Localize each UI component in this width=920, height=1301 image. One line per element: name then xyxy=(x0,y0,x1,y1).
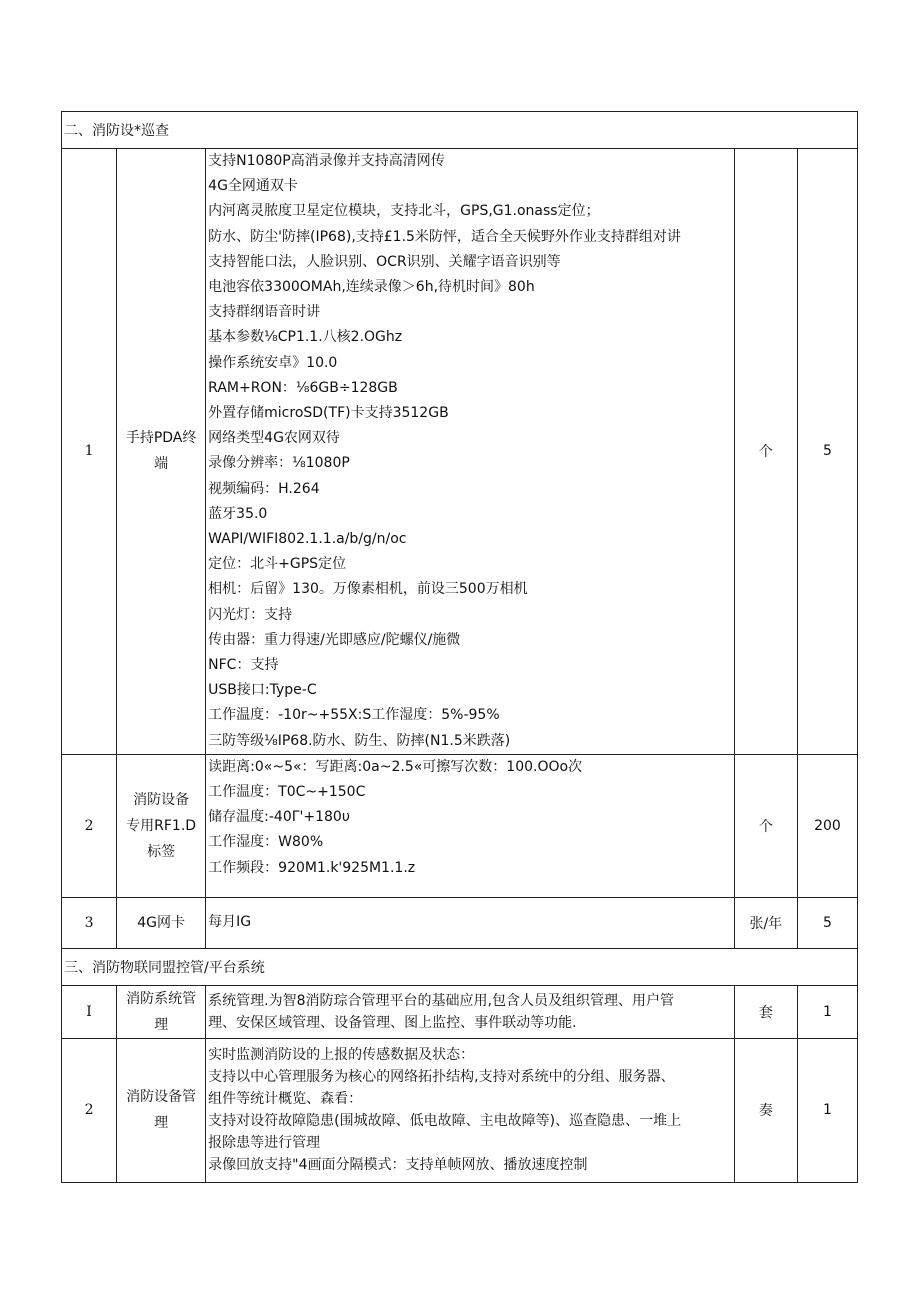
item-unit: 个 xyxy=(734,149,797,755)
spec-line: 实时监测消防设的上报的传感数据及状态： xyxy=(208,1047,475,1064)
spec-line: 网络类型4G农网双待 xyxy=(208,430,340,447)
item-name-line: 4G网卡 xyxy=(137,914,185,931)
spec-line: NFC：支持 xyxy=(208,657,279,674)
spec-line: 支持N1080P高消录像并支持高清网传 xyxy=(208,153,445,169)
item-name-line: 消防设备 xyxy=(133,791,190,808)
section-header-row xyxy=(62,112,858,149)
spec-line: 定位：北斗+GPS定位 xyxy=(208,556,347,573)
item-specs xyxy=(206,149,735,755)
equipment-spec-table xyxy=(61,111,858,1183)
spec-line: 支持群纲语音时讲 xyxy=(208,304,321,321)
spec-line: 报除患等进行管理 xyxy=(208,1135,321,1152)
spec-line: 理、安保区域管理、设备管理、图上监控、事件联动等功能. xyxy=(208,1014,577,1031)
item-unit: 个 xyxy=(734,754,797,897)
item-quantity: 200 xyxy=(797,754,857,897)
item-name-line: 理 xyxy=(154,1016,169,1033)
spec-line: 电池容依3300OMAh,连续录像＞6h,待机时间》80h xyxy=(208,279,535,296)
spec-line: 系统管理.为智8消防琮合管理平台的基础应用,包含人员及组织管理、用户管 xyxy=(208,992,674,1009)
spec-line: 外置存储microSD(TF)卡支持3512GB xyxy=(208,405,449,422)
row-number: I xyxy=(62,985,117,1038)
item-unit: 奏 xyxy=(734,1038,797,1182)
spec-line: 组件等统计概览、森看： xyxy=(208,1091,363,1108)
spec-line: 三防等级⅛IP68.防水、防生、防摔(N1.5米跌落) xyxy=(208,732,511,749)
item-name-line: 消防设备管 xyxy=(126,1089,197,1106)
spec-line: 录像回放支持"4画面分隔模式：支持单帧网放、播放速度控制 xyxy=(208,1157,588,1174)
item-quantity: 5 xyxy=(797,897,857,948)
section-header-row xyxy=(62,948,858,985)
item-name-line: 消防系统管 xyxy=(126,990,197,1007)
item-specs xyxy=(206,1038,735,1182)
item-specs xyxy=(206,754,735,897)
item-unit: 张/年 xyxy=(734,897,797,948)
spec-line: 操作系统安卓》10.0 xyxy=(208,354,338,371)
item-name-line: 端 xyxy=(154,456,169,473)
spec-line: 工作湿度：W80% xyxy=(208,834,324,851)
spec-line: WAPI/WIFI802.1.1.a/b/g/n/oc xyxy=(208,531,407,548)
table-row xyxy=(62,985,858,1038)
spec-line: 内河离灵脓度卫星定位模块，支持北斗，GPS,G1.onass定位； xyxy=(208,203,600,220)
row-number: 3 xyxy=(62,897,117,948)
spec-line: 储存温度:-40Γ'+180υ xyxy=(208,809,350,826)
spec-line: 工作频段：920M1.k'925M1.1.z xyxy=(208,859,416,876)
spec-line: 支持对设符故障隐患(围城故障、低电故障、主电故障等)、巡查隐患、一堆上 xyxy=(208,1113,682,1130)
item-name-line: 手持PDA终 xyxy=(125,430,197,447)
spec-line: 相机：后留》130。万像素相机，前设三500万相机 xyxy=(208,581,528,598)
item-name xyxy=(117,1038,206,1182)
spec-line: 工作温度：-10r~+55X:S工作湿度：5%-95% xyxy=(208,707,500,724)
row-number: 1 xyxy=(62,149,117,755)
row-number: 2 xyxy=(62,1038,117,1182)
spec-line: 支持智能口法，人脸识别、OCR识别、关耀字语音识别等 xyxy=(208,253,561,270)
spec-line: 视频编码：H.264 xyxy=(208,480,320,497)
item-name xyxy=(117,897,206,948)
item-unit: 套 xyxy=(734,985,797,1038)
spec-line: 传由器：重力得速/光即感应/陀螺仪/施微 xyxy=(208,631,461,648)
spec-line: 工作温度：T0C~+150C xyxy=(208,784,366,801)
spec-line: 每月IG xyxy=(208,914,252,931)
item-quantity: 5 xyxy=(797,149,857,755)
item-name-line: 专用RF1.D xyxy=(126,817,197,834)
spec-line: 基本参数⅛CP1.1.八核2.OGhz xyxy=(208,329,403,346)
spec-line: 4G全网通双卡 xyxy=(208,178,298,195)
spec-line: RAM+RON：⅛6GB÷128GB xyxy=(208,379,398,396)
item-name-line: 理 xyxy=(154,1115,169,1132)
spec-line: 录像分辨率：⅛1080P xyxy=(208,455,350,472)
spec-line: 支持以中心管理服务为核心的网络拓扑结构,支持对系统中的分组、服务器、 xyxy=(208,1069,675,1086)
section-title: 二、消防设*巡查 xyxy=(62,112,858,149)
spec-line: 防水、防尘'防摔(IP68),支持£1.5米防怦，适合全天候野外作业支持群组对讲 xyxy=(208,228,681,245)
table-row xyxy=(62,149,858,755)
spec-line: 闪光灯：支持 xyxy=(208,606,293,623)
row-number: 2 xyxy=(62,754,117,897)
table-row xyxy=(62,897,858,948)
item-quantity: 1 xyxy=(797,985,857,1038)
table-row xyxy=(62,754,858,897)
item-name xyxy=(117,754,206,897)
item-specs xyxy=(206,985,735,1038)
spec-line: USB接口:Type-C xyxy=(208,682,317,699)
spec-line: 读距离:0«~5«：写距离:0a~2.5«可擦写次数：100.OOo次 xyxy=(208,758,583,775)
item-specs xyxy=(206,897,735,948)
item-name xyxy=(117,149,206,755)
item-quantity: 1 xyxy=(797,1038,857,1182)
item-name xyxy=(117,985,206,1038)
item-name-line: 标签 xyxy=(147,843,176,860)
table-row xyxy=(62,1038,858,1182)
spec-line: 蓝牙35.0 xyxy=(208,505,268,522)
section-title: 三、消防物联同盟控管/平台系统 xyxy=(62,948,858,985)
